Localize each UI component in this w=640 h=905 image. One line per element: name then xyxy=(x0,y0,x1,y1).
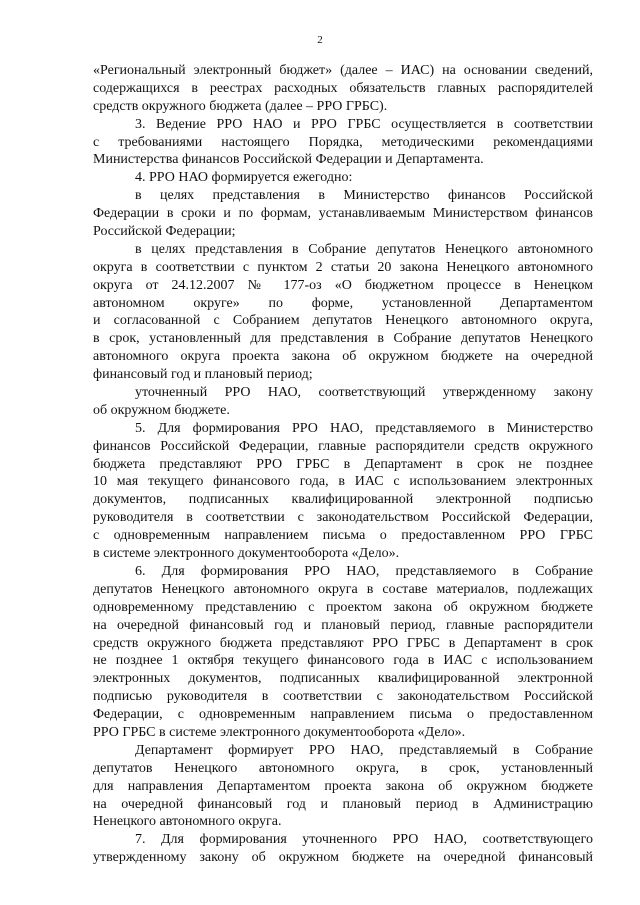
text-line: в срок, установленный для представления в Собрание депутатов Ненецкого xyxy=(93,331,593,347)
text-line: с требованиями настоящего Порядка, методическими рекомендациями xyxy=(93,134,593,150)
text-line: средств окружного бюджета представляют РРО ГРБС в Департамент в срок xyxy=(93,635,593,651)
text-line: на очередной финансовый год и плановый период в Администрацию xyxy=(93,796,593,812)
text-line: финансов Российской Федерации, главные распорядители средств окружного xyxy=(93,438,593,454)
text-line: бюджета представляют РРО ГРБС в Департамент в срок не позднее xyxy=(93,456,593,472)
text-line: и согласованной с Собранием депутатов Ненецкого автономного округа, xyxy=(93,313,593,329)
text-line: руководителя в соответствии с законодательством Российской Федерации, xyxy=(93,510,593,526)
paragraph-item-7 xyxy=(93,831,593,867)
text-line: документов, подписанных квалифицированной электронной подписью xyxy=(93,492,593,508)
text-line: уточненный РРО НАО, соответствующий утвержденному закону xyxy=(135,385,593,401)
text-line: 7. Для формирования уточненного РРО НАО, соответствующего xyxy=(135,832,593,848)
text-line: Федерации в сроки и по формам, устанавливаемым Министерством финансов xyxy=(93,206,593,222)
text-line: округа в соответствии с пунктом 2 статьи 20 закона Ненецкого автономного xyxy=(93,259,593,275)
text-line: Департамент формирует РРО НАО, представляемый в Собрание xyxy=(135,742,593,758)
text-line: 10 мая текущего финансового года, в ИАС с использованием электронных xyxy=(93,474,593,490)
text-line: автономном округе» по форме, установленной Департаментом xyxy=(93,295,593,311)
text-line: об окружном бюджете. xyxy=(93,402,230,418)
text-line: депутатов Ненецкого автономного округа в составе материалов, подлежащих xyxy=(93,581,593,597)
paragraph-subitem xyxy=(93,742,593,831)
text-line: для направления Департаментом проекта закона об окружном бюджете xyxy=(93,778,593,794)
paragraph-item-4 xyxy=(93,169,593,187)
text-line: подписью руководителя в соответствии с законодательством Российской xyxy=(93,689,593,705)
text-line: содержащихся в реестрах расходных обязательств главных распорядителей xyxy=(93,80,593,96)
text-line: Российской Федерации; xyxy=(93,224,236,240)
text-line: Ненецкого автономного округа. xyxy=(93,814,282,830)
text-line: в системе электронного документооборота «Дело». xyxy=(93,546,400,562)
text-line: Федерации, с одновременным направлением письма о предоставленном xyxy=(93,707,593,723)
text-line: финансовый год и плановый период; xyxy=(93,367,313,383)
text-line: автономного округа проекта закона об окружном бюджете на очередной xyxy=(93,349,593,365)
text-line: округа от 24.12.2007 № 177-оз «О бюджетном процессе в Ненецком xyxy=(93,277,593,293)
text-line: в целях представления в Министерство финансов Российской xyxy=(135,188,593,204)
paragraph-item-6 xyxy=(93,563,593,742)
text-line: одновременному представлению с проектом закона об окружном бюджете xyxy=(93,599,593,615)
paragraph-subitem xyxy=(93,187,593,241)
text-line: 5. Для формирования РРО НАО, представляемого в Министерство xyxy=(135,420,593,436)
text-line: средств окружного бюджета (далее – РРО ГРБС). xyxy=(93,98,388,114)
text-line: Министерства финансов Российской Федерации и Департамента. xyxy=(93,152,484,168)
paragraph-subitem xyxy=(93,241,593,384)
text-line: «Региональный электронный бюджет» (далее – ИАС) на основании сведений, xyxy=(93,63,593,78)
document-body xyxy=(93,62,593,867)
text-line: депутатов Ненецкого автономного округа, в срок, установленный xyxy=(93,760,593,776)
paragraph-subitem xyxy=(93,384,593,420)
paragraph-item-3 xyxy=(93,116,593,170)
text-line: 4. РРО НАО формируется ежегодно: xyxy=(135,170,353,186)
text-line: электронных документов, подписанных квалифицированной электронной xyxy=(93,671,593,687)
text-line: 6. Для формирования РРО НАО, представляемого в Собрание xyxy=(135,563,593,579)
text-line: 3. Ведение РРО НАО и РРО ГРБС осуществляется в соответствии xyxy=(135,116,593,132)
text-line: на очередной финансовый год и плановый период, главные распорядители xyxy=(93,617,593,633)
text-line: утвержденному закону об окружном бюджете на очередной финансовый xyxy=(93,850,593,866)
text-line: РРО ГРБС в системе электронного документооборота «Дело». xyxy=(93,724,466,740)
paragraph-item-5 xyxy=(93,420,593,563)
text-line: не позднее 1 октября текущего финансового года в ИАС с использованием xyxy=(93,653,593,669)
page-number: 2 xyxy=(317,34,323,46)
text-line: в целях представления в Собрание депутатов Ненецкого автономного xyxy=(135,241,593,257)
paragraph xyxy=(93,62,593,116)
text-line: с одновременным направлением письма о предоставленном РРО ГРБС xyxy=(93,528,593,544)
